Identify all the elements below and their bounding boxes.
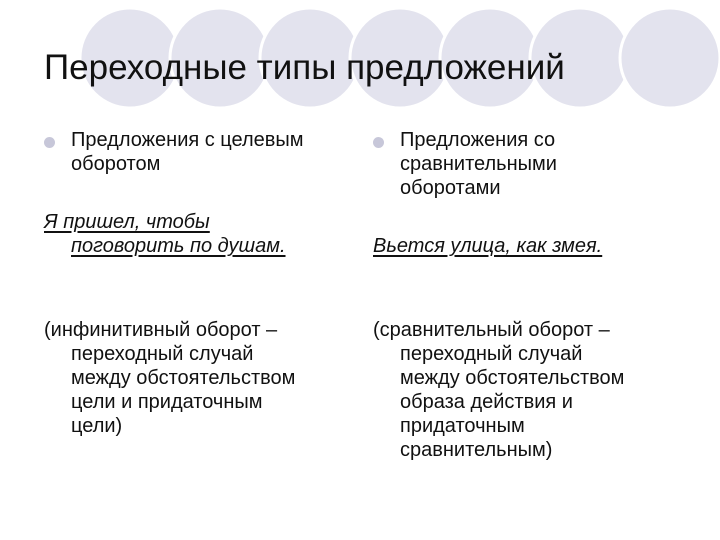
right-note-line: образа действия и [400, 391, 573, 413]
left-example [44, 210, 344, 258]
decor-circle-7 [620, 8, 720, 108]
right-note-line: между обстоятельством [400, 367, 625, 389]
left-bullet-text: Предложения с целевым оборотом [71, 129, 304, 175]
bullet-dot-icon [44, 137, 55, 148]
right-note-line: переходный случай [400, 343, 583, 365]
left-example-line-1: Я пришел, чтобы [44, 211, 210, 233]
right-note-line: придаточным [400, 415, 525, 437]
left-example-line-2: поговорить по душам. [71, 235, 286, 257]
right-note [373, 318, 693, 462]
left-note-line: между обстоятельством [71, 367, 296, 389]
left-note-line: переходный случай [71, 343, 254, 365]
bullet-dot-icon [373, 137, 384, 148]
right-example-line: Вьется улица, как змея. [373, 235, 603, 257]
left-note [44, 318, 344, 438]
right-example [373, 234, 693, 258]
right-note-line: сравнительным) [400, 439, 553, 461]
right-note-line: (сравнительный оборот – [373, 319, 610, 341]
left-note-line: цели и придаточным [71, 391, 263, 413]
right-bullet-text: Предложения со сравнительными оборотами [400, 129, 557, 199]
left-note-line: (инфинитивный оборот – [44, 319, 278, 341]
slide-title: Переходные типы предложений [44, 48, 565, 87]
left-note-line: цели) [71, 415, 123, 437]
